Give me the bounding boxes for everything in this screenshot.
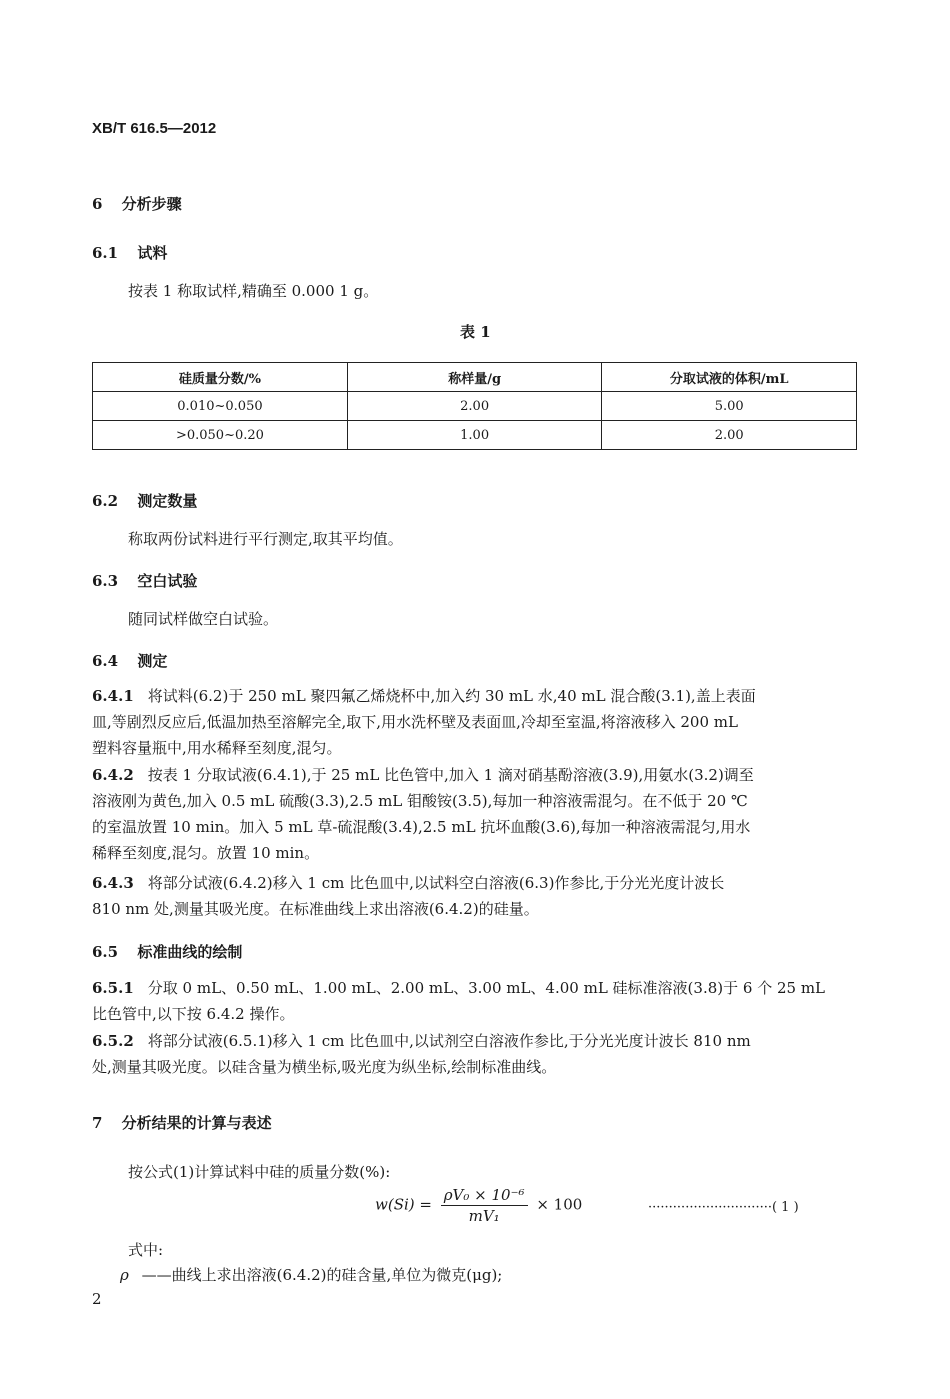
- table-cell: 2.00: [602, 421, 857, 450]
- clause-number: 6.5.2: [92, 1032, 134, 1050]
- clause-number: 6.4.3: [92, 874, 134, 892]
- formula-tag: ······························( 1 ): [648, 1200, 799, 1215]
- section-title: 标准曲线的绘制: [137, 943, 243, 961]
- section-title: 测定数量: [137, 492, 198, 510]
- section-number: 7: [92, 1114, 103, 1132]
- symbol: ρ: [120, 1266, 129, 1284]
- section-7-heading: [92, 1112, 272, 1133]
- section-number: 6.1: [92, 244, 119, 262]
- definition-text: ——曲线上求出溶液(6.4.2)的硅含量,单位为微克(μg);: [141, 1266, 503, 1284]
- definition-rho: [120, 1262, 502, 1288]
- section-number: 6: [92, 195, 103, 213]
- section-number: 6.2: [92, 492, 119, 510]
- clause-6-5-2: [92, 1028, 862, 1080]
- text-line: 将试料(6.2)于 250 mL 聚四氟乙烯烧杯中,加入约 30 mL 水,40 mL 混合酸(3.1),盖上表面: [147, 687, 756, 705]
- paragraph: 按表 1 称取试样,精确至 0.000 1 g。: [128, 282, 379, 300]
- formula-numerator: ρV₀ × 10⁻⁶: [441, 1186, 528, 1206]
- text-line: 处,测量其吸光度。以硅含量为横坐标,吸光度为纵坐标,绘制标准曲线。: [92, 1058, 557, 1076]
- clause-6-4-3: [92, 870, 862, 922]
- formula-1: [375, 1186, 582, 1225]
- table-cell: 5.00: [602, 392, 857, 421]
- section-6-4-heading: [92, 650, 167, 671]
- sample-table: [92, 362, 857, 450]
- text-line: 溶液刚为黄色,加入 0.5 mL 硫酸(3.3),2.5 mL 钼酸铵(3.5),每加一种溶液需混匀。在不低于 20 ℃: [92, 792, 748, 810]
- table-cell: 1.00: [347, 421, 602, 450]
- table-row: [93, 392, 857, 421]
- table-cell: 0.010~0.050: [93, 392, 348, 421]
- paragraph: 称取两份试料进行平行测定,取其平均值。: [128, 530, 403, 548]
- paragraph: 按公式(1)计算试料中硅的质量分数(%):: [128, 1163, 391, 1181]
- formula-rhs: × 100: [536, 1195, 583, 1214]
- section-6-3-heading: [92, 570, 197, 591]
- section-number: 6.5: [92, 943, 119, 961]
- table-header-cell: 分取试液的体积/mL: [602, 363, 857, 392]
- where-label: 式中:: [128, 1241, 164, 1259]
- section-6-1-heading: [92, 242, 167, 263]
- section-title: 测定: [137, 652, 168, 670]
- section-title: 分析步骤: [121, 195, 182, 213]
- page-number: 2: [92, 1290, 102, 1308]
- table-row: [93, 421, 857, 450]
- text-line: 皿,等剧烈反应后,低温加热至溶解完全,取下,用水洗杯壁及表面皿,冷却至室温,将溶液移入 200 mL: [92, 713, 738, 731]
- text-line: 的室温放置 10 min。加入 5 mL 草-硫混酸(3.4),2.5 mL 抗坏血酸(3.6),每加一种溶液需混匀,用水: [92, 818, 751, 836]
- clause-number: 6.5.1: [92, 979, 134, 997]
- table-header-cell: 硅质量分数/%: [93, 363, 348, 392]
- paragraph: 随同试样做空白试验。: [128, 610, 279, 628]
- text-line: 810 nm 处,测量其吸光度。在标准曲线上求出溶液(6.4.2)的硅量。: [92, 900, 539, 918]
- section-6-5-heading: [92, 941, 242, 962]
- text-line: 将部分试液(6.5.1)移入 1 cm 比色皿中,以试剂空白溶液作参比,于分光光度计波长 810 nm: [147, 1032, 751, 1050]
- table-cell: >0.050~0.20: [93, 421, 348, 450]
- clause-number: 6.4.1: [92, 687, 134, 705]
- text-line: 分取 0 mL、0.50 mL、1.00 mL、2.00 mL、3.00 mL、4.00 mL 硅标准溶液(3.8)于 6 个 25 mL: [147, 979, 826, 997]
- section-6-2-heading: [92, 490, 197, 511]
- text-line: 塑料容量瓶中,用水稀释至刻度,混匀。: [92, 739, 342, 757]
- clause-6-4-1: [92, 683, 862, 761]
- text-line: 比色管中,以下按 6.4.2 操作。: [92, 1005, 295, 1023]
- section-title: 试料: [137, 244, 168, 262]
- section-title: 分析结果的计算与表述: [121, 1114, 272, 1132]
- section-number: 6.3: [92, 572, 119, 590]
- section-6-heading: [92, 193, 182, 214]
- table-cell: 2.00: [347, 392, 602, 421]
- clause-6-5-1: [92, 975, 862, 1027]
- clause-number: 6.4.2: [92, 766, 134, 784]
- table-caption: 表 1: [460, 323, 491, 341]
- text-line: 稀释至刻度,混匀。放置 10 min。: [92, 844, 320, 862]
- formula-fraction: [441, 1186, 528, 1225]
- table-header-row: [93, 363, 857, 392]
- section-number: 6.4: [92, 652, 119, 670]
- text-line: 将部分试液(6.4.2)移入 1 cm 比色皿中,以试料空白溶液(6.3)作参比,于分光光度计波长: [147, 874, 725, 892]
- formula-lhs: w(Si) =: [375, 1195, 432, 1214]
- text-line: 按表 1 分取试液(6.4.1),于 25 mL 比色管中,加入 1 滴对硝基酚溶液(3.9),用氨水(3.2)调至: [147, 766, 754, 784]
- formula-denominator: mV₁: [468, 1207, 500, 1225]
- section-title: 空白试验: [137, 572, 198, 590]
- table-header-cell: 称样量/g: [347, 363, 602, 392]
- clause-6-4-2: [92, 762, 862, 866]
- standard-header: XB/T 616.5—2012: [92, 120, 217, 137]
